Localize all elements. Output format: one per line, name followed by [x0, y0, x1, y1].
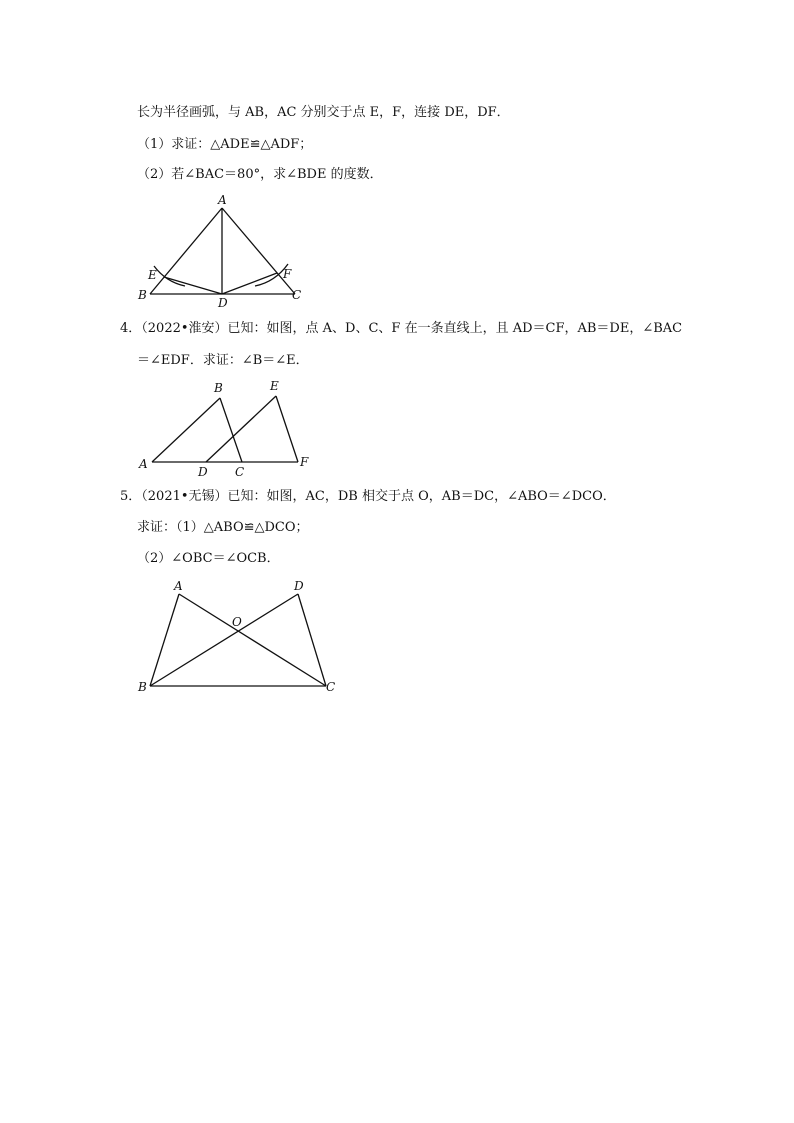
q4-segment-ab: [152, 398, 220, 462]
q3-segment-df: [222, 273, 277, 294]
q3-part1: （1）求证：△ADE≌△ADF；: [137, 137, 313, 152]
q5-label-a: A: [174, 579, 183, 593]
q5-label-c: C: [326, 680, 336, 694]
q4-label-c: C: [235, 465, 245, 479]
q3-label-a: A: [218, 193, 227, 207]
q4-label-d: D: [198, 465, 208, 479]
q5-segment-ab: [150, 594, 179, 686]
q5-label-d: D: [294, 579, 304, 593]
q4-label-f: F: [300, 455, 309, 469]
q4-label-b: B: [214, 381, 223, 395]
q4-segment-de: [206, 396, 276, 462]
q3-label-e: E: [148, 268, 157, 282]
q3-segment-ab: [150, 208, 222, 294]
q4-label-a: A: [139, 457, 148, 471]
q5-label-o: O: [232, 615, 242, 629]
q3-label-f: F: [283, 267, 292, 281]
q3-text-line1: 长为半径画弧，与 AB，AC 分别交于点 E，F，连接 DE，DF．: [137, 105, 510, 120]
q5-segment-ac: [179, 594, 326, 686]
q5-segment-db: [150, 594, 298, 686]
q5-text-line1: 5．（2021•无锡）已知：如图，AC，DB 相交于点 O，AB＝DC，∠ABO＝∠DCO．: [120, 489, 616, 504]
q4-label-e: E: [270, 379, 279, 393]
q5-figure: [130, 574, 340, 698]
q5-text-line2: 求证：（1）△ABO≌△DCO；: [137, 520, 309, 535]
q3-segment-de: [164, 277, 222, 294]
q5-label-b: B: [138, 680, 147, 694]
q3-label-b: B: [138, 288, 147, 302]
q4-text-line1: 4．（2022•淮安）已知：如图，点 A、D、C、F 在一条直线上，且 AD＝CF，AB＝DE，∠BAC: [120, 321, 683, 336]
q3-part2: （2）若∠BAC＝80°，求∠BDE 的度数．: [137, 167, 383, 182]
q3-figure: [130, 190, 330, 310]
q3-label-c: C: [292, 288, 302, 302]
q4-segment-ef: [276, 396, 298, 462]
q3-label-d: D: [218, 296, 228, 310]
q3-segment-ac: [222, 208, 295, 294]
q5-text-line3: （2）∠OBC＝∠OCB．: [137, 551, 280, 566]
q4-segment-bc: [220, 398, 242, 462]
q4-figure: [130, 376, 330, 480]
q4-text-line2: ＝∠EDF．求证：∠B＝∠E．: [137, 353, 309, 368]
q5-segment-dc: [298, 594, 326, 686]
